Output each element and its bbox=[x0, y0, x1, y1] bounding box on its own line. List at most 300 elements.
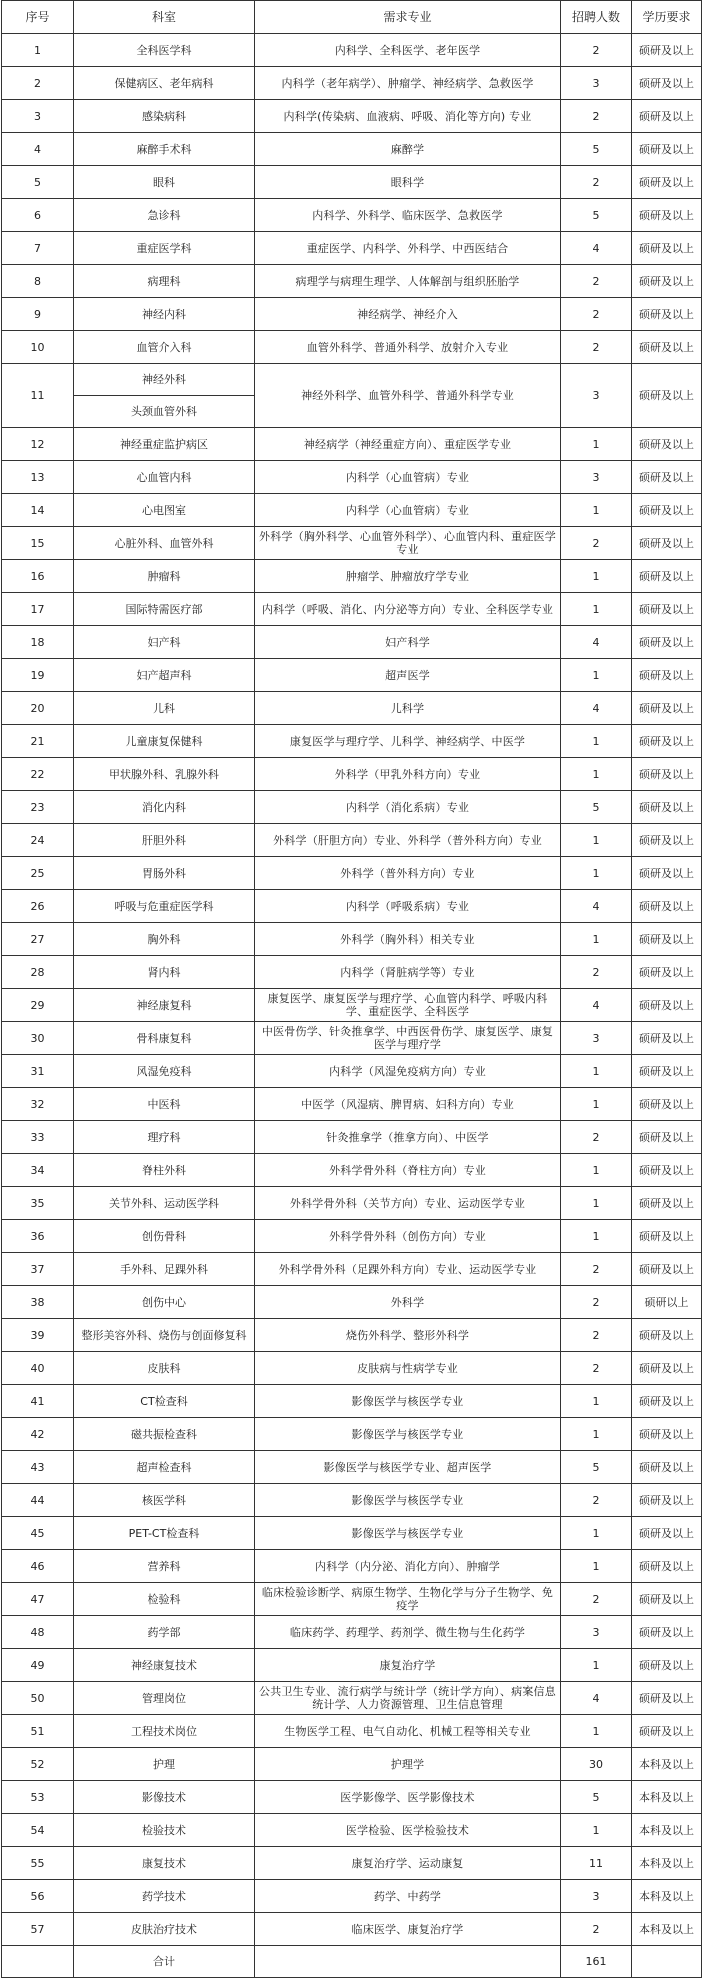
cell-edu: 硕研及以上 bbox=[632, 725, 702, 758]
table-row bbox=[2, 1814, 702, 1847]
cell-seq: 51 bbox=[2, 1715, 74, 1748]
cell-count: 1 bbox=[561, 1715, 632, 1748]
cell-edu: 硕研及以上 bbox=[632, 593, 702, 626]
cell-seq: 40 bbox=[2, 1352, 74, 1385]
cell-major: 外科学（胸外科学、心血管外科学）、心血管内科、重症医学专业 bbox=[255, 527, 561, 560]
cell-seq: 45 bbox=[2, 1517, 74, 1550]
cell-major: 内科学（心血管病）专业 bbox=[255, 461, 561, 494]
cell-seq: 18 bbox=[2, 626, 74, 659]
cell-seq: 23 bbox=[2, 791, 74, 824]
cell-seq: 21 bbox=[2, 725, 74, 758]
cell-seq: 39 bbox=[2, 1319, 74, 1352]
cell-dept: 肿瘤科 bbox=[74, 560, 255, 593]
cell-dept2: 头颈血管外科 bbox=[74, 396, 255, 428]
cell-seq: 37 bbox=[2, 1253, 74, 1286]
cell-edu: 硕研及以上 bbox=[632, 1517, 702, 1550]
cell-seq: 32 bbox=[2, 1088, 74, 1121]
cell-major: 神经病学（神经重症方向）、重症医学专业 bbox=[255, 428, 561, 461]
cell-major: 内科学、外科学、临床医学、急救医学 bbox=[255, 199, 561, 232]
cell-major: 烧伤外科学、整形外科学 bbox=[255, 1319, 561, 1352]
cell-major: 康复治疗学、运动康复 bbox=[255, 1847, 561, 1880]
cell-count: 2 bbox=[561, 34, 632, 67]
table-row bbox=[2, 1319, 702, 1352]
cell-seq: 47 bbox=[2, 1583, 74, 1616]
table-row bbox=[2, 626, 702, 659]
cell-edu: 硕研及以上 bbox=[632, 364, 702, 428]
cell-count: 4 bbox=[561, 232, 632, 265]
cell-edu: 硕研及以上 bbox=[632, 1154, 702, 1187]
header-major: 需求专业 bbox=[255, 1, 561, 34]
cell-edu: 本科及以上 bbox=[632, 1913, 702, 1946]
cell-dept: 风湿免疫科 bbox=[74, 1055, 255, 1088]
cell-seq: 16 bbox=[2, 560, 74, 593]
cell-count: 2 bbox=[561, 1913, 632, 1946]
cell-edu: 硕研及以上 bbox=[632, 1616, 702, 1649]
cell-dept: 心电图室 bbox=[74, 494, 255, 527]
cell-edu: 硕研及以上 bbox=[632, 1187, 702, 1220]
cell-seq: 44 bbox=[2, 1484, 74, 1517]
table-row bbox=[2, 298, 702, 331]
cell-major: 针灸推拿学（推拿方向）、中医学 bbox=[255, 1121, 561, 1154]
cell-seq: 41 bbox=[2, 1385, 74, 1418]
cell-count: 2 bbox=[561, 1121, 632, 1154]
cell-seq: 31 bbox=[2, 1055, 74, 1088]
cell-count: 2 bbox=[561, 166, 632, 199]
cell-count: 1 bbox=[561, 1154, 632, 1187]
cell-edu: 本科及以上 bbox=[632, 1748, 702, 1781]
cell-dept: PET-CT检查科 bbox=[74, 1517, 255, 1550]
cell-seq: 8 bbox=[2, 265, 74, 298]
cell-count: 3 bbox=[561, 1616, 632, 1649]
cell-edu: 硕研及以上 bbox=[632, 626, 702, 659]
cell-major: 外科学（肝胆方向）专业、外科学（普外科方向）专业 bbox=[255, 824, 561, 857]
cell-seq: 22 bbox=[2, 758, 74, 791]
cell-count: 2 bbox=[561, 1286, 632, 1319]
cell-major: 内科学（肾脏病学等）专业 bbox=[255, 956, 561, 989]
cell-major: 影像医学与核医学专业 bbox=[255, 1484, 561, 1517]
cell-dept: 神经重症监护病区 bbox=[74, 428, 255, 461]
cell-seq: 2 bbox=[2, 67, 74, 100]
cell-edu: 硕研及以上 bbox=[632, 1352, 702, 1385]
cell-count: 1 bbox=[561, 1814, 632, 1847]
cell-edu: 硕研及以上 bbox=[632, 758, 702, 791]
cell-dept: 呼吸与危重症医学科 bbox=[74, 890, 255, 923]
table-row bbox=[2, 1517, 702, 1550]
cell-edu: 硕研及以上 bbox=[632, 1451, 702, 1484]
cell-dept: 护理 bbox=[74, 1748, 255, 1781]
table-row bbox=[2, 1220, 702, 1253]
cell-count: 1 bbox=[561, 1649, 632, 1682]
cell-count: 11 bbox=[561, 1847, 632, 1880]
cell-dept: 磁共振检查科 bbox=[74, 1418, 255, 1451]
cell-edu: 硕研及以上 bbox=[632, 1220, 702, 1253]
cell-edu: 硕研以上 bbox=[632, 1286, 702, 1319]
cell-seq: 3 bbox=[2, 100, 74, 133]
cell-count: 1 bbox=[561, 494, 632, 527]
table-row bbox=[2, 199, 702, 232]
cell-edu: 硕研及以上 bbox=[632, 1253, 702, 1286]
cell-major: 临床医学、康复治疗学 bbox=[255, 1913, 561, 1946]
cell-count: 3 bbox=[561, 461, 632, 494]
cell-major: 外科学 bbox=[255, 1286, 561, 1319]
total-seq bbox=[2, 1946, 74, 1978]
cell-edu: 硕研及以上 bbox=[632, 1583, 702, 1616]
cell-dept: 儿童康复保健科 bbox=[74, 725, 255, 758]
cell-seq: 30 bbox=[2, 1022, 74, 1055]
cell-dept: 核医学科 bbox=[74, 1484, 255, 1517]
header-edu: 学历要求 bbox=[632, 1, 702, 34]
cell-major: 影像医学与核医学专业、超声医学 bbox=[255, 1451, 561, 1484]
cell-count: 5 bbox=[561, 1451, 632, 1484]
cell-edu: 硕研及以上 bbox=[632, 1715, 702, 1748]
cell-count: 5 bbox=[561, 133, 632, 166]
cell-seq: 26 bbox=[2, 890, 74, 923]
cell-count: 1 bbox=[561, 1550, 632, 1583]
cell-dept: 脊柱外科 bbox=[74, 1154, 255, 1187]
cell-dept: 神经内科 bbox=[74, 298, 255, 331]
cell-major: 内科学（呼吸系病）专业 bbox=[255, 890, 561, 923]
cell-count: 1 bbox=[561, 1088, 632, 1121]
table-row bbox=[2, 494, 702, 527]
cell-seq: 53 bbox=[2, 1781, 74, 1814]
cell-count: 2 bbox=[561, 1319, 632, 1352]
cell-major: 皮肤病与性病学专业 bbox=[255, 1352, 561, 1385]
table-row bbox=[2, 1748, 702, 1781]
table-row bbox=[2, 1121, 702, 1154]
cell-dept: 管理岗位 bbox=[74, 1682, 255, 1715]
cell-seq: 4 bbox=[2, 133, 74, 166]
table-row bbox=[2, 331, 702, 364]
cell-seq: 52 bbox=[2, 1748, 74, 1781]
cell-major: 公共卫生专业、流行病学与统计学（统计学方向）、病案信息统计学、人力资源管理、卫生信息管理 bbox=[255, 1682, 561, 1715]
cell-dept: 药学技术 bbox=[74, 1880, 255, 1913]
cell-major: 外科学骨外科（脊柱方向）专业 bbox=[255, 1154, 561, 1187]
table-row bbox=[2, 1451, 702, 1484]
cell-dept: 皮肤治疗技术 bbox=[74, 1913, 255, 1946]
cell-major: 内科学（消化系病）专业 bbox=[255, 791, 561, 824]
cell-major: 影像医学与核医学专业 bbox=[255, 1517, 561, 1550]
cell-dept: 病理科 bbox=[74, 265, 255, 298]
cell-count: 1 bbox=[561, 824, 632, 857]
cell-edu: 硕研及以上 bbox=[632, 824, 702, 857]
cell-count: 1 bbox=[561, 1055, 632, 1088]
cell-edu: 硕研及以上 bbox=[632, 956, 702, 989]
cell-edu: 硕研及以上 bbox=[632, 560, 702, 593]
cell-dept: 检验科 bbox=[74, 1583, 255, 1616]
cell-dept: 神经外科 bbox=[74, 364, 255, 396]
cell-seq: 17 bbox=[2, 593, 74, 626]
cell-major: 康复治疗学 bbox=[255, 1649, 561, 1682]
cell-seq: 54 bbox=[2, 1814, 74, 1847]
table-row bbox=[2, 857, 702, 890]
table-row bbox=[2, 1352, 702, 1385]
cell-major: 麻醉学 bbox=[255, 133, 561, 166]
cell-seq: 36 bbox=[2, 1220, 74, 1253]
cell-count: 1 bbox=[561, 593, 632, 626]
cell-major: 外科学骨外科（关节方向）专业、运动医学专业 bbox=[255, 1187, 561, 1220]
cell-major: 内科学(传染病、血液病、呼吸、消化等方向) 专业 bbox=[255, 100, 561, 133]
cell-edu: 硕研及以上 bbox=[632, 298, 702, 331]
table-row bbox=[2, 1418, 702, 1451]
cell-count: 1 bbox=[561, 725, 632, 758]
cell-count: 2 bbox=[561, 1583, 632, 1616]
cell-major: 医学检验、医学检验技术 bbox=[255, 1814, 561, 1847]
cell-edu: 硕研及以上 bbox=[632, 791, 702, 824]
table-row bbox=[2, 1847, 702, 1880]
header-seq: 序号 bbox=[2, 1, 74, 34]
cell-dept: 药学部 bbox=[74, 1616, 255, 1649]
cell-major: 康复医学与理疗学、儿科学、神经病学、中医学 bbox=[255, 725, 561, 758]
table-row bbox=[2, 461, 702, 494]
cell-edu: 硕研及以上 bbox=[632, 1022, 702, 1055]
table-row bbox=[2, 560, 702, 593]
cell-count: 3 bbox=[561, 364, 632, 428]
cell-edu: 硕研及以上 bbox=[632, 265, 702, 298]
cell-major: 超声医学 bbox=[255, 659, 561, 692]
cell-major: 康复医学、康复医学与理疗学、心血管内科学、呼吸内科学、重症医学、全科医学 bbox=[255, 989, 561, 1022]
cell-seq: 20 bbox=[2, 692, 74, 725]
table-row bbox=[2, 1022, 702, 1055]
table-row bbox=[2, 1913, 702, 1946]
cell-edu: 硕研及以上 bbox=[632, 1055, 702, 1088]
total-count: 161 bbox=[561, 1946, 632, 1978]
cell-count: 2 bbox=[561, 1352, 632, 1385]
cell-dept: 骨科康复科 bbox=[74, 1022, 255, 1055]
table-row bbox=[2, 1682, 702, 1715]
table-row bbox=[2, 166, 702, 199]
cell-edu: 硕研及以上 bbox=[632, 494, 702, 527]
cell-seq: 35 bbox=[2, 1187, 74, 1220]
table-row bbox=[2, 1286, 702, 1319]
cell-count: 2 bbox=[561, 265, 632, 298]
cell-edu: 硕研及以上 bbox=[632, 67, 702, 100]
cell-seq: 25 bbox=[2, 857, 74, 890]
cell-edu: 硕研及以上 bbox=[632, 461, 702, 494]
table-row bbox=[2, 1154, 702, 1187]
cell-count: 4 bbox=[561, 989, 632, 1022]
cell-seq: 43 bbox=[2, 1451, 74, 1484]
cell-major: 外科学骨外科（创伤方向）专业 bbox=[255, 1220, 561, 1253]
cell-edu: 硕研及以上 bbox=[632, 923, 702, 956]
table-row bbox=[2, 791, 702, 824]
cell-seq: 57 bbox=[2, 1913, 74, 1946]
cell-major: 外科学（胸外科）相关专业 bbox=[255, 923, 561, 956]
cell-count: 5 bbox=[561, 791, 632, 824]
cell-seq: 48 bbox=[2, 1616, 74, 1649]
cell-seq: 56 bbox=[2, 1880, 74, 1913]
cell-edu: 硕研及以上 bbox=[632, 100, 702, 133]
table-row bbox=[2, 659, 702, 692]
table-row bbox=[2, 1253, 702, 1286]
cell-seq: 46 bbox=[2, 1550, 74, 1583]
cell-count: 1 bbox=[561, 560, 632, 593]
cell-dept: CT检查科 bbox=[74, 1385, 255, 1418]
cell-count: 3 bbox=[561, 1880, 632, 1913]
cell-count: 5 bbox=[561, 1781, 632, 1814]
cell-count: 4 bbox=[561, 626, 632, 659]
cell-major: 儿科学 bbox=[255, 692, 561, 725]
header-dept: 科室 bbox=[74, 1, 255, 34]
table-row bbox=[2, 593, 702, 626]
cell-seq: 12 bbox=[2, 428, 74, 461]
cell-dept: 重症医学科 bbox=[74, 232, 255, 265]
cell-dept: 营养科 bbox=[74, 1550, 255, 1583]
table-row bbox=[2, 758, 702, 791]
table-row bbox=[2, 364, 702, 396]
cell-seq: 50 bbox=[2, 1682, 74, 1715]
cell-major: 妇产科学 bbox=[255, 626, 561, 659]
cell-seq: 14 bbox=[2, 494, 74, 527]
cell-seq: 34 bbox=[2, 1154, 74, 1187]
table-row bbox=[2, 1880, 702, 1913]
cell-count: 3 bbox=[561, 67, 632, 100]
cell-count: 1 bbox=[561, 1385, 632, 1418]
cell-major: 影像医学与核医学专业 bbox=[255, 1385, 561, 1418]
cell-major: 临床检验诊断学、病原生物学、生物化学与分子生物学、免疫学 bbox=[255, 1583, 561, 1616]
cell-seq: 49 bbox=[2, 1649, 74, 1682]
cell-seq: 24 bbox=[2, 824, 74, 857]
cell-major: 影像医学与核医学专业 bbox=[255, 1418, 561, 1451]
cell-major: 内科学、全科医学、老年医学 bbox=[255, 34, 561, 67]
table-row bbox=[2, 923, 702, 956]
cell-major: 肿瘤学、肿瘤放疗学专业 bbox=[255, 560, 561, 593]
table-row bbox=[2, 824, 702, 857]
cell-major: 眼科学 bbox=[255, 166, 561, 199]
cell-dept: 胃肠外科 bbox=[74, 857, 255, 890]
cell-edu: 硕研及以上 bbox=[632, 857, 702, 890]
table-row bbox=[2, 890, 702, 923]
cell-count: 30 bbox=[561, 1748, 632, 1781]
cell-dept: 甲状腺外科、乳腺外科 bbox=[74, 758, 255, 791]
cell-dept: 肾内科 bbox=[74, 956, 255, 989]
cell-dept: 消化内科 bbox=[74, 791, 255, 824]
cell-major: 生物医学工程、电气自动化、机械工程等相关专业 bbox=[255, 1715, 561, 1748]
cell-edu: 硕研及以上 bbox=[632, 1319, 702, 1352]
cell-seq: 1 bbox=[2, 34, 74, 67]
table-row bbox=[2, 1781, 702, 1814]
cell-seq: 28 bbox=[2, 956, 74, 989]
cell-dept: 儿科 bbox=[74, 692, 255, 725]
table-row bbox=[2, 1550, 702, 1583]
cell-seq: 9 bbox=[2, 298, 74, 331]
cell-count: 1 bbox=[561, 428, 632, 461]
cell-major: 病理学与病理生理学、人体解剖与组织胚胎学 bbox=[255, 265, 561, 298]
cell-count: 2 bbox=[561, 331, 632, 364]
cell-edu: 硕研及以上 bbox=[632, 692, 702, 725]
cell-edu: 硕研及以上 bbox=[632, 989, 702, 1022]
cell-count: 2 bbox=[561, 1253, 632, 1286]
cell-seq: 33 bbox=[2, 1121, 74, 1154]
table-row bbox=[2, 1583, 702, 1616]
cell-dept: 心血管内科 bbox=[74, 461, 255, 494]
cell-edu: 硕研及以上 bbox=[632, 890, 702, 923]
cell-edu: 硕研及以上 bbox=[632, 1121, 702, 1154]
cell-edu: 硕研及以上 bbox=[632, 199, 702, 232]
cell-major: 护理学 bbox=[255, 1748, 561, 1781]
table-row bbox=[2, 34, 702, 67]
cell-count: 2 bbox=[561, 956, 632, 989]
cell-edu: 硕研及以上 bbox=[632, 1682, 702, 1715]
table-row bbox=[2, 1616, 702, 1649]
table-body bbox=[2, 34, 702, 1946]
cell-major: 内科学（呼吸、消化、内分泌等方向）专业、全科医学专业 bbox=[255, 593, 561, 626]
table-row bbox=[2, 989, 702, 1022]
cell-edu: 硕研及以上 bbox=[632, 232, 702, 265]
cell-dept: 关节外科、运动医学科 bbox=[74, 1187, 255, 1220]
table-row bbox=[2, 527, 702, 560]
cell-dept: 血管介入科 bbox=[74, 331, 255, 364]
cell-seq: 7 bbox=[2, 232, 74, 265]
total-edu bbox=[632, 1946, 702, 1978]
cell-dept: 妇产超声科 bbox=[74, 659, 255, 692]
cell-dept: 妇产科 bbox=[74, 626, 255, 659]
table-row bbox=[2, 692, 702, 725]
total-label: 合计 bbox=[74, 1946, 255, 1978]
table-row bbox=[2, 100, 702, 133]
cell-count: 1 bbox=[561, 923, 632, 956]
cell-major: 中医学（风湿病、脾胃病、妇科方向）专业 bbox=[255, 1088, 561, 1121]
cell-dept: 手外科、足踝外科 bbox=[74, 1253, 255, 1286]
cell-major: 医学影像学、医学影像技术 bbox=[255, 1781, 561, 1814]
total-row bbox=[2, 1946, 702, 1978]
cell-count: 1 bbox=[561, 758, 632, 791]
cell-count: 5 bbox=[561, 199, 632, 232]
cell-seq: 38 bbox=[2, 1286, 74, 1319]
cell-dept: 工程技术岗位 bbox=[74, 1715, 255, 1748]
table-row bbox=[2, 956, 702, 989]
cell-dept: 影像技术 bbox=[74, 1781, 255, 1814]
table-row bbox=[2, 67, 702, 100]
cell-dept: 创伤骨科 bbox=[74, 1220, 255, 1253]
cell-count: 2 bbox=[561, 100, 632, 133]
cell-edu: 硕研及以上 bbox=[632, 428, 702, 461]
header-row bbox=[2, 1, 702, 34]
cell-count: 2 bbox=[561, 1484, 632, 1517]
cell-seq: 29 bbox=[2, 989, 74, 1022]
cell-major: 外科学骨外科（足踝外科方向）专业、运动医学专业 bbox=[255, 1253, 561, 1286]
cell-dept: 保健病区、老年病科 bbox=[74, 67, 255, 100]
table-row bbox=[2, 1715, 702, 1748]
cell-edu: 硕研及以上 bbox=[632, 166, 702, 199]
table-row bbox=[2, 428, 702, 461]
cell-seq: 42 bbox=[2, 1418, 74, 1451]
cell-edu: 硕研及以上 bbox=[632, 1385, 702, 1418]
cell-dept: 感染病科 bbox=[74, 100, 255, 133]
cell-seq: 6 bbox=[2, 199, 74, 232]
cell-dept: 创伤中心 bbox=[74, 1286, 255, 1319]
cell-seq: 5 bbox=[2, 166, 74, 199]
table-row bbox=[2, 1187, 702, 1220]
cell-major: 外科学（甲乳外科方向）专业 bbox=[255, 758, 561, 791]
header-count: 招聘人数 bbox=[561, 1, 632, 34]
table-row bbox=[2, 725, 702, 758]
cell-dept: 眼科 bbox=[74, 166, 255, 199]
cell-seq: 11 bbox=[2, 364, 74, 428]
table-row bbox=[2, 1484, 702, 1517]
table-row bbox=[2, 232, 702, 265]
cell-edu: 本科及以上 bbox=[632, 1781, 702, 1814]
cell-major: 外科学（普外科方向）专业 bbox=[255, 857, 561, 890]
table-row bbox=[2, 133, 702, 166]
cell-edu: 硕研及以上 bbox=[632, 1550, 702, 1583]
cell-seq: 13 bbox=[2, 461, 74, 494]
cell-dept: 超声检查科 bbox=[74, 1451, 255, 1484]
cell-dept: 中医科 bbox=[74, 1088, 255, 1121]
cell-dept: 国际特需医疗部 bbox=[74, 593, 255, 626]
cell-major: 内科学（老年病学）、肿瘤学、神经病学、急救医学 bbox=[255, 67, 561, 100]
cell-count: 2 bbox=[561, 527, 632, 560]
cell-dept: 急诊科 bbox=[74, 199, 255, 232]
